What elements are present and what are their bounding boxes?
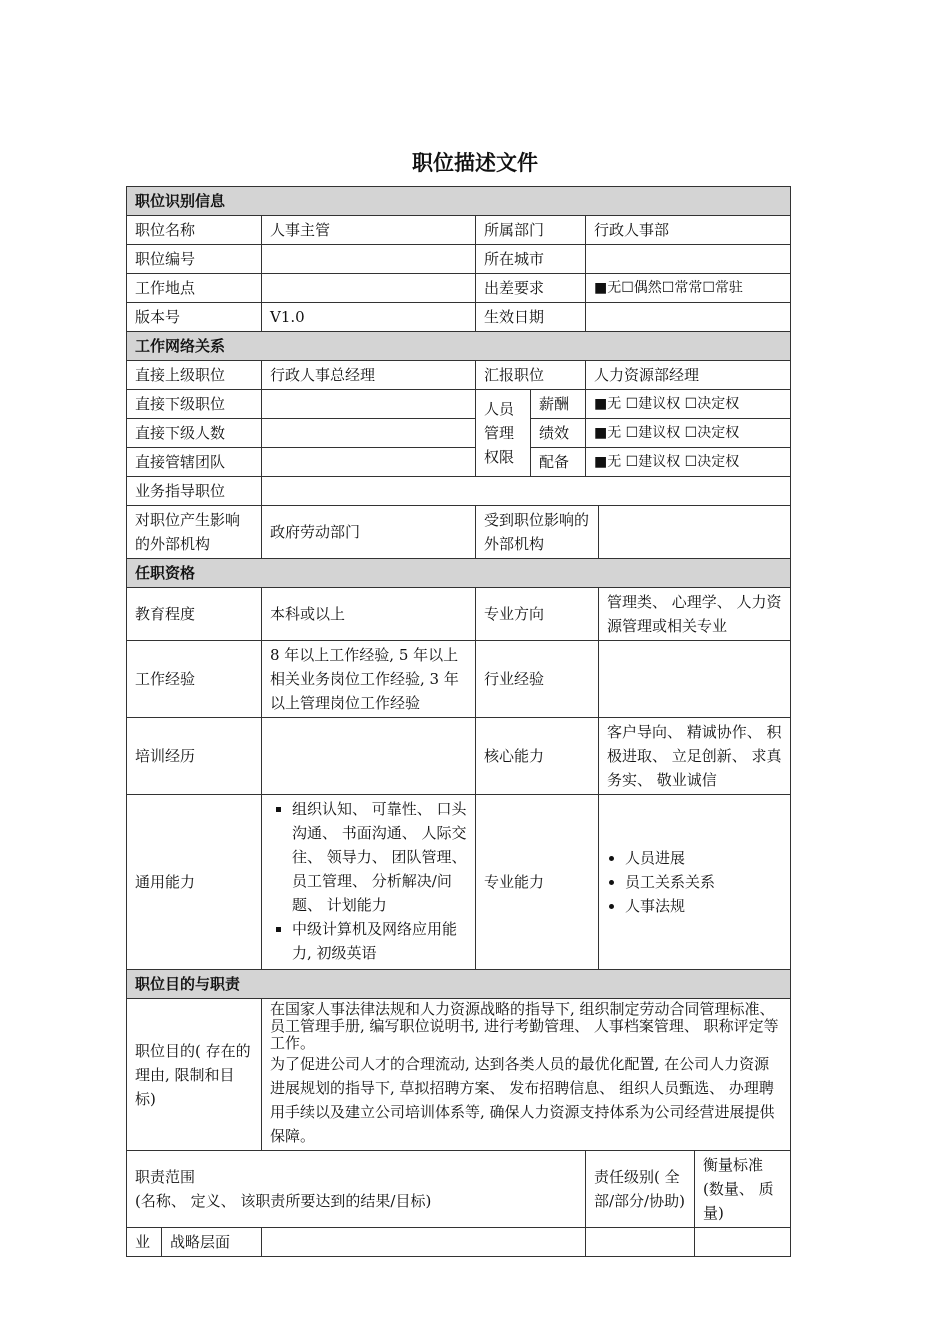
purpose-value (262, 999, 791, 1151)
version-value: V1.0 (262, 303, 476, 332)
effective-date-value (586, 303, 791, 332)
authority-item: 绩效 (531, 419, 586, 448)
section-network: 工作网络关系 (127, 332, 791, 361)
measure-standard-header: 衡量标准(数量、 质量) (695, 1151, 791, 1228)
subordinate-count-label: 直接下级人数 (127, 419, 262, 448)
authority-item: 配备 (531, 448, 586, 477)
guidance-label: 业务指导职位 (127, 477, 262, 506)
work-experience-label: 工作经验 (127, 641, 262, 718)
scope-title: 职责范围 (135, 1168, 196, 1186)
report-value: 人力资源部经理 (586, 361, 791, 390)
travel-options: ■无☐偶然☐常常☐常驻 (586, 274, 791, 303)
department-value: 行政人事部 (586, 216, 791, 245)
city-label: 所在城市 (476, 245, 586, 274)
team-label: 直接管辖团队 (127, 448, 262, 477)
section-identity: 职位识别信息 (127, 187, 791, 216)
responsibility-level-header: 责任级别( 全部/部分/协助) (586, 1151, 695, 1228)
subordinate-count-value (262, 419, 476, 448)
scope-header (127, 1151, 586, 1228)
authority-label-line: 权限 (484, 448, 515, 466)
industry-experience-value (599, 641, 791, 718)
list-item: • 人事法规 (625, 894, 782, 918)
education-value: 本科或以上 (262, 588, 476, 641)
position-name-label: 职位名称 (127, 216, 262, 245)
major-value: 管理类、 心理学、 人力资源管理或相关专业 (599, 588, 791, 641)
superior-label: 直接上级职位 (127, 361, 262, 390)
guidance-value (262, 477, 791, 506)
report-label: 汇报职位 (476, 361, 586, 390)
department-label: 所属部门 (476, 216, 586, 245)
training-label: 培训经历 (127, 718, 262, 795)
position-code-value (262, 245, 476, 274)
major-label: 专业方向 (476, 588, 599, 641)
general-ability-value (262, 795, 476, 970)
external-affected-value (599, 506, 791, 559)
strategy-level-label: 战略层面 (162, 1228, 262, 1257)
core-competency-label: 核心能力 (476, 718, 599, 795)
business-label: 业 (127, 1228, 162, 1257)
professional-ability-value (599, 795, 791, 970)
work-place-label: 工作地点 (127, 274, 262, 303)
external-affected-label: 受到职位影响的外部机构 (476, 506, 599, 559)
general-ability-label: 通用能力 (127, 795, 262, 970)
city-value (586, 245, 791, 274)
professional-ability-label: 专业能力 (476, 795, 599, 970)
position-code-label: 职位编号 (127, 245, 262, 274)
purpose-label: 职位目的( 存在的理由, 限制和目标) (127, 999, 262, 1151)
strategy-level-value (586, 1228, 695, 1257)
general-ability-list (270, 797, 467, 965)
position-name-value: 人事主管 (262, 216, 476, 245)
section-qualification: 任职资格 (127, 559, 791, 588)
scope-subtitle: (名称、 定义、 该职责所要达到的结果/目标) (135, 1192, 432, 1210)
professional-ability-list (607, 846, 782, 918)
work-place-value (262, 274, 476, 303)
list-item: ▪ 组织认知、 可靠性、 口头沟通、 书面沟通、 人际交往、 领导力、 团队管理、 员工管理、 分析解决/问题、 计划能力 (292, 797, 467, 917)
work-experience-value: 8 年以上工作经验, 5 年以上相关业务岗位工作经验, 3 年以上管理岗位工作经验 (262, 641, 476, 718)
external-affecting-label: 对职位产生影响的外部机构 (127, 506, 262, 559)
superior-value: 行政人事总经理 (262, 361, 476, 390)
list-item: • 人员进展 (625, 846, 782, 870)
purpose-paragraph: 在国家人事法律法规和人力资源战略的指导下, 组织制定劳动合同管理标准、 员工管理手册, 编写职位说明书, 进行考勤管理、 人事档案管理、 职称评定等工作。 (270, 1000, 779, 1052)
authority-label-line: 人员 (484, 400, 515, 418)
authority-label-line: 管理 (484, 424, 515, 442)
effective-date-label: 生效日期 (476, 303, 586, 332)
external-affecting-value: 政府劳动部门 (262, 506, 476, 559)
list-item: • 员工关系关系 (625, 870, 782, 894)
subordinate-value (262, 390, 476, 419)
authority-item: 薪酬 (531, 390, 586, 419)
list-item: ▪ 中级计算机及网络应用能力, 初级英语 (292, 917, 467, 965)
authority-label (476, 390, 531, 477)
purpose-paragraph: 为了促进公司人才的合理流动, 达到各类人员的最优化配置, 在公司人力资源进展规划的指导下, 草拟招聘方案、 发布招聘信息、 组织人员甄选、 办理聘用手续以及建立公司培训体系等, 确保人力资源支持体系为公司经营进展提供保障。 (270, 1055, 775, 1145)
document-title: 职位描述文件 (412, 151, 538, 175)
strategy-measure-value (695, 1228, 791, 1257)
strategy-content (262, 1228, 586, 1257)
education-label: 教育程度 (127, 588, 262, 641)
version-label: 版本号 (127, 303, 262, 332)
authority-options: ■无 ☐建议权 ☐决定权 (586, 419, 791, 448)
job-description-table (126, 186, 791, 1257)
team-value (262, 448, 476, 477)
travel-label: 出差要求 (476, 274, 586, 303)
authority-options: ■无 ☐建议权 ☐决定权 (586, 390, 791, 419)
authority-options: ■无 ☐建议权 ☐决定权 (586, 448, 791, 477)
training-value (262, 718, 476, 795)
section-purpose: 职位目的与职责 (127, 970, 791, 999)
subordinate-label: 直接下级职位 (127, 390, 262, 419)
core-competency-value: 客户导向、 精诚协作、 积极进取、 立足创新、 求真务实、 敬业诚信 (599, 718, 791, 795)
industry-experience-label: 行业经验 (476, 641, 599, 718)
